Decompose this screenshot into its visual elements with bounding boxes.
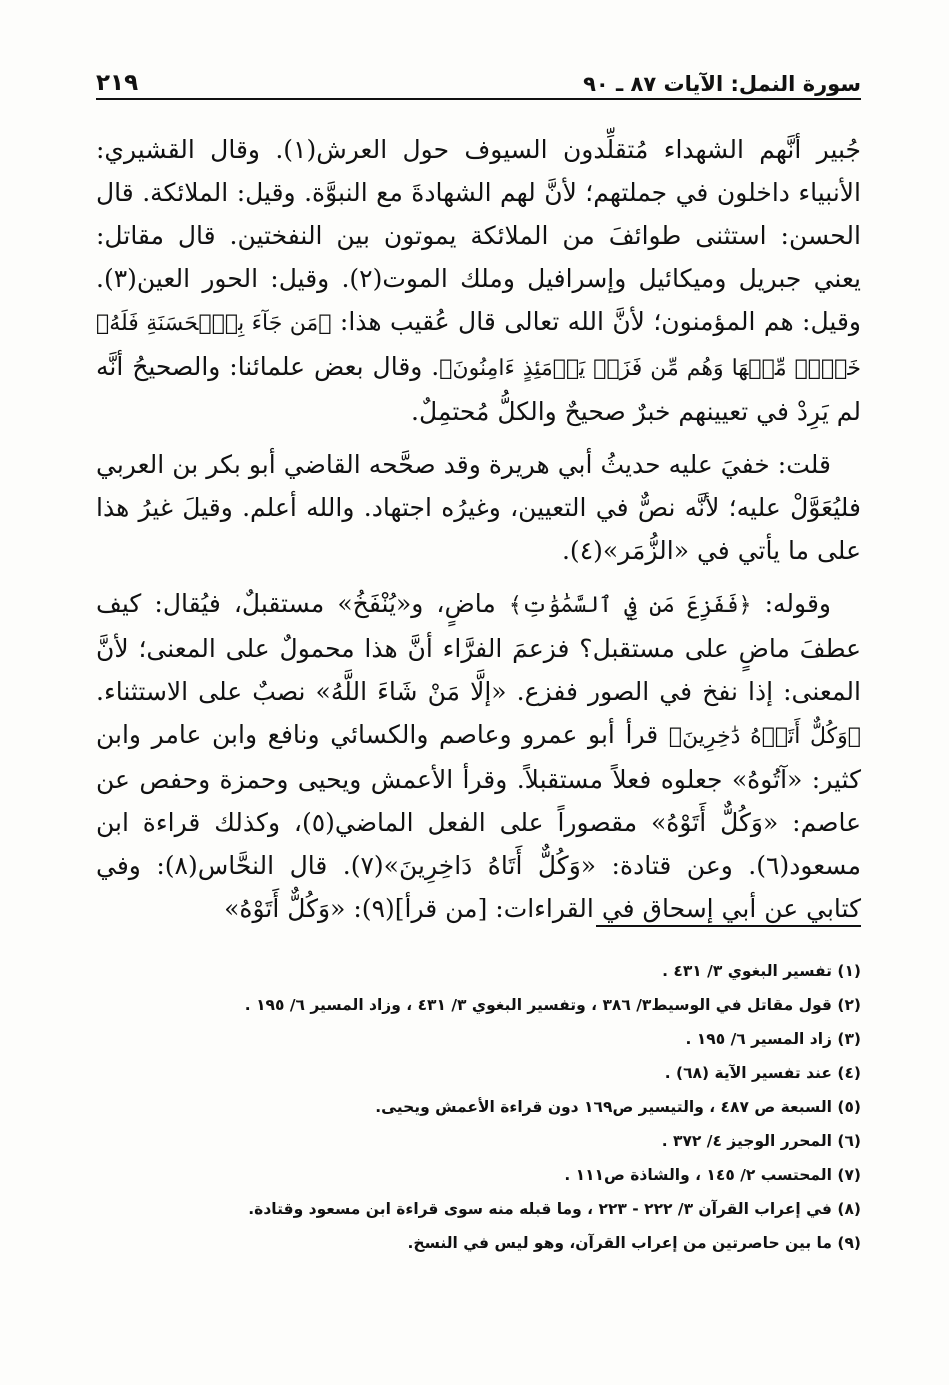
text-run: وقوله: (751, 589, 831, 618)
text-run: جُبير أنَّهم الشهداء مُتقلِّدون السيوف حول العرش(١). وقال القشيري: الأنبياء داخلون في جملتهم؛ لأنَّ لهم الشهادةَ مع النبوَّة. وقيل: الملائكة. قال الحسن: استثنى طوائفَ من الملائكة يموتون بين النفختين. قال مقاتل: يعني جبريل وميكائيل وإسرافيل وملك الموت(٢). وقيل: الحور العين(٣). وقيل: هم المؤمنون؛ لأنَّ الله تعالى قال عُقيب هذا: (96, 135, 861, 336)
quran-verse: ﴿مَن جَآءَ بِٱلۡحَسَنَةِ فَلَهُۥ خَيۡرٞ مِّنۡهَا وَهُم مِّن فَزَعٖ يَوۡمَئِذٍ ءَامِنُونَ﴾ (96, 311, 861, 381)
text-run: قلت: خفيَ عليه حديثُ أبي هريرة وقد صحَّحه القاضي أبو بكر بن العربي فليُعَوَّلْ عليه؛ لأنَّه نصٌّ في التعيين، وغيرُه اجتهاد. والله أعلم. وقيلَ غيرُ هذا على ما يأتي في «الزُّمَر»(٤). (96, 450, 861, 565)
page-header (96, 62, 861, 96)
paragraph (96, 582, 861, 930)
footnote: (٣) زاد المسير ٦/ ١٩٥ . (685, 1030, 861, 1048)
paragraph (96, 128, 861, 433)
footnote-rule (596, 925, 861, 927)
paragraph (96, 443, 861, 572)
footnote: (٩) ما بين حاصرتين من إعراب القرآن، وهو ليس في النسخ. (407, 1234, 861, 1252)
page-number: ٢١٩ (96, 70, 139, 96)
footnote: (٦) المحرر الوجيز ٤/ ٣٧٢ . (661, 1132, 861, 1150)
text-run: ماضٍ، و«يُنْفَخُ» مستقبلٌ، فيُقال: كيف عطفَ ماضٍ على مستقبل؟ فزعمَ الفرَّاء أنَّ هذا محمولٌ على المعنى؛ لأنَّ المعنى: إذا نفخ في الصور ففزع. «إلَّا مَنْ شَاءَ اللَّهُ» نصبٌ على الاستثناء. (96, 589, 861, 706)
text-run: قرأ أبو عمرو وعاصم والكسائي ونافع وابن عامر وابن كثير: «آتُوهُ» جعلوه فعلاً مستقبلاً. وقرأ الأعمش ويحيى وحمزة وحفص عن عاصم: «وَكُلٌّ أَتَوْهُ» مقصوراً على الفعل الماضي(٥)، وكذلك قراءة ابن مسعود(٦). وعن قتادة: «وَكُلٌّ أَتَاهُ دَاخِرِينَ»(٧). قال النحَّاس(٨): وفي كتابي عن أبي إسحاق في القراءات: [من قرأ](٩): «وَكُلٌّ أَتَوْهُ» (96, 720, 861, 923)
main-text (96, 128, 861, 940)
footnote: (٢) قول مقاتل في الوسيط٣/ ٣٨٦ ، وتفسير البغوي ٣/ ٤٣١ ، وزاد المسير ٦/ ١٩٥ . (244, 996, 861, 1014)
footnote: (٤) عند تفسير الآية (٦٨) . (664, 1064, 861, 1082)
header-rule (96, 98, 861, 100)
footnotes (96, 954, 861, 1260)
footnote: (٨) في إعراب القرآن ٣/ ٢٢٢ - ٢٢٣ ، وما قبله منه سوى قراءة ابن مسعود وقتادة. (248, 1200, 861, 1218)
quran-verse: ﴿فَفَزِعَ مَن فِي ٱلسَّمَٰوَٰتِ﴾ (508, 593, 752, 618)
text-run: . وقال بعض علمائنا: والصحيحُ أنَّه لم يَرِدْ في تعيينهم خبرٌ صحيحٌ والكلُّ مُحتمِلٌ. (96, 352, 861, 426)
footnote: (٧) المحتسب ٢/ ١٤٥ ، والشاذة ص١١١ . (564, 1166, 861, 1184)
footnote: (٥) السبعة ص ٤٨٧ ، والتيسير ص١٦٩ دون قراءة الأعمش ويحيى. (375, 1098, 861, 1116)
footnote: (١) تفسير البغوي ٣/ ٤٣١ . (662, 962, 861, 980)
quran-verse: ﴿وَكُلٌّ أَتَوۡهُ دَٰخِرِينَ﴾ (668, 724, 861, 749)
running-title: سورة النمل: الآيات ٨٧ ـ ٩٠ (583, 72, 861, 96)
